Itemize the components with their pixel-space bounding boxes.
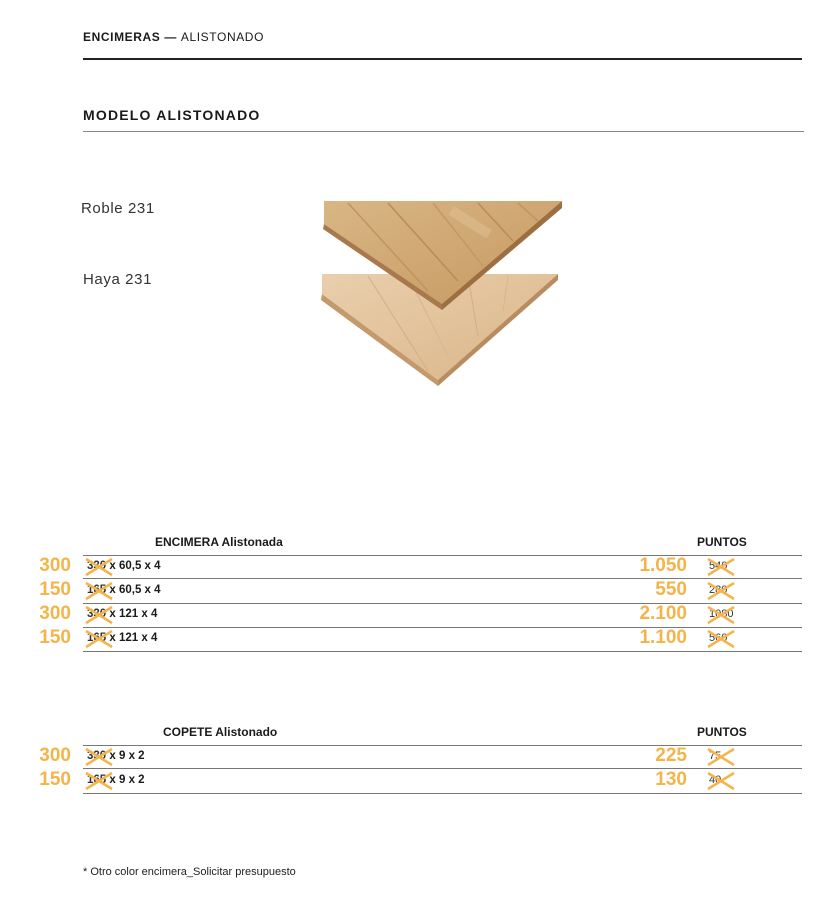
strikeout-icon bbox=[706, 557, 736, 577]
section-title: MODELO ALISTONADO bbox=[83, 107, 261, 123]
new-points: 1.100 bbox=[639, 627, 687, 648]
old-points: 40 bbox=[709, 774, 721, 786]
old-size: 330 bbox=[87, 750, 106, 762]
table-row bbox=[39, 745, 802, 769]
strikeout-icon bbox=[84, 605, 114, 625]
old-size: 330 bbox=[87, 560, 106, 572]
new-points: 2.100 bbox=[639, 603, 687, 624]
strikeout-icon bbox=[706, 605, 736, 625]
table-row bbox=[39, 579, 802, 604]
dimensions: 330 x 9 x 2 bbox=[87, 750, 145, 762]
strikeout-icon bbox=[706, 581, 736, 601]
table-title-copete: COPETE Alistonado bbox=[163, 725, 278, 739]
strikeout-icon bbox=[706, 747, 736, 767]
breadcrumb bbox=[83, 30, 264, 44]
breadcrumb-subcategory: ALISTONADO bbox=[180, 30, 265, 44]
old-size: 165 bbox=[87, 632, 106, 644]
table-row bbox=[39, 603, 802, 628]
section-divider bbox=[83, 131, 804, 132]
new-points: 1.050 bbox=[639, 555, 687, 576]
breadcrumb-separator: — bbox=[160, 30, 181, 44]
strikeout-icon bbox=[706, 771, 736, 791]
old-points: 1080 bbox=[709, 608, 733, 620]
strikeout-icon bbox=[84, 747, 114, 767]
old-size: 165 bbox=[87, 584, 106, 596]
new-size: 150 bbox=[39, 579, 71, 600]
old-points: 560 bbox=[709, 632, 727, 644]
table-row bbox=[39, 627, 802, 652]
dimensions: 165 x 60,5 x 4 bbox=[87, 584, 161, 596]
new-size: 300 bbox=[39, 555, 71, 576]
table-row bbox=[39, 555, 802, 579]
product-name-haya: Haya 231 bbox=[83, 271, 153, 288]
table-title-encimera: ENCIMERA Alistonada bbox=[155, 535, 283, 549]
strikeout-icon bbox=[706, 629, 736, 649]
footnote: * Otro color encimera_Solicitar presupuesto bbox=[83, 866, 296, 878]
old-points: 540 bbox=[709, 560, 727, 572]
header-divider bbox=[83, 58, 802, 60]
old-size: 330 bbox=[87, 608, 106, 620]
new-points: 550 bbox=[655, 579, 687, 600]
old-points: 280 bbox=[709, 584, 727, 596]
new-size: 150 bbox=[39, 627, 71, 648]
dimensions: 330 x 60,5 x 4 bbox=[87, 560, 161, 572]
strikeout-icon bbox=[84, 629, 114, 649]
old-size: 165 bbox=[87, 774, 106, 786]
strikeout-icon bbox=[84, 581, 114, 601]
new-size: 150 bbox=[39, 769, 71, 790]
new-size: 300 bbox=[39, 603, 71, 624]
new-points: 225 bbox=[655, 745, 687, 766]
dimensions: 165 x 121 x 4 bbox=[87, 632, 157, 644]
table-row bbox=[39, 769, 802, 794]
strikeout-icon bbox=[84, 557, 114, 577]
points-header-encimera: PUNTOS bbox=[697, 535, 747, 549]
breadcrumb-category: ENCIMERAS bbox=[83, 30, 161, 44]
dimensions: 165 x 9 x 2 bbox=[87, 774, 145, 786]
dimensions: 330 x 121 x 4 bbox=[87, 608, 157, 620]
product-name-roble: Roble 231 bbox=[81, 200, 155, 217]
new-size: 300 bbox=[39, 745, 71, 766]
old-points: 75 bbox=[709, 750, 721, 762]
strikeout-icon bbox=[84, 771, 114, 791]
countertop-image bbox=[318, 196, 568, 391]
points-header-copete: PUNTOS bbox=[697, 725, 747, 739]
new-points: 130 bbox=[655, 769, 687, 790]
